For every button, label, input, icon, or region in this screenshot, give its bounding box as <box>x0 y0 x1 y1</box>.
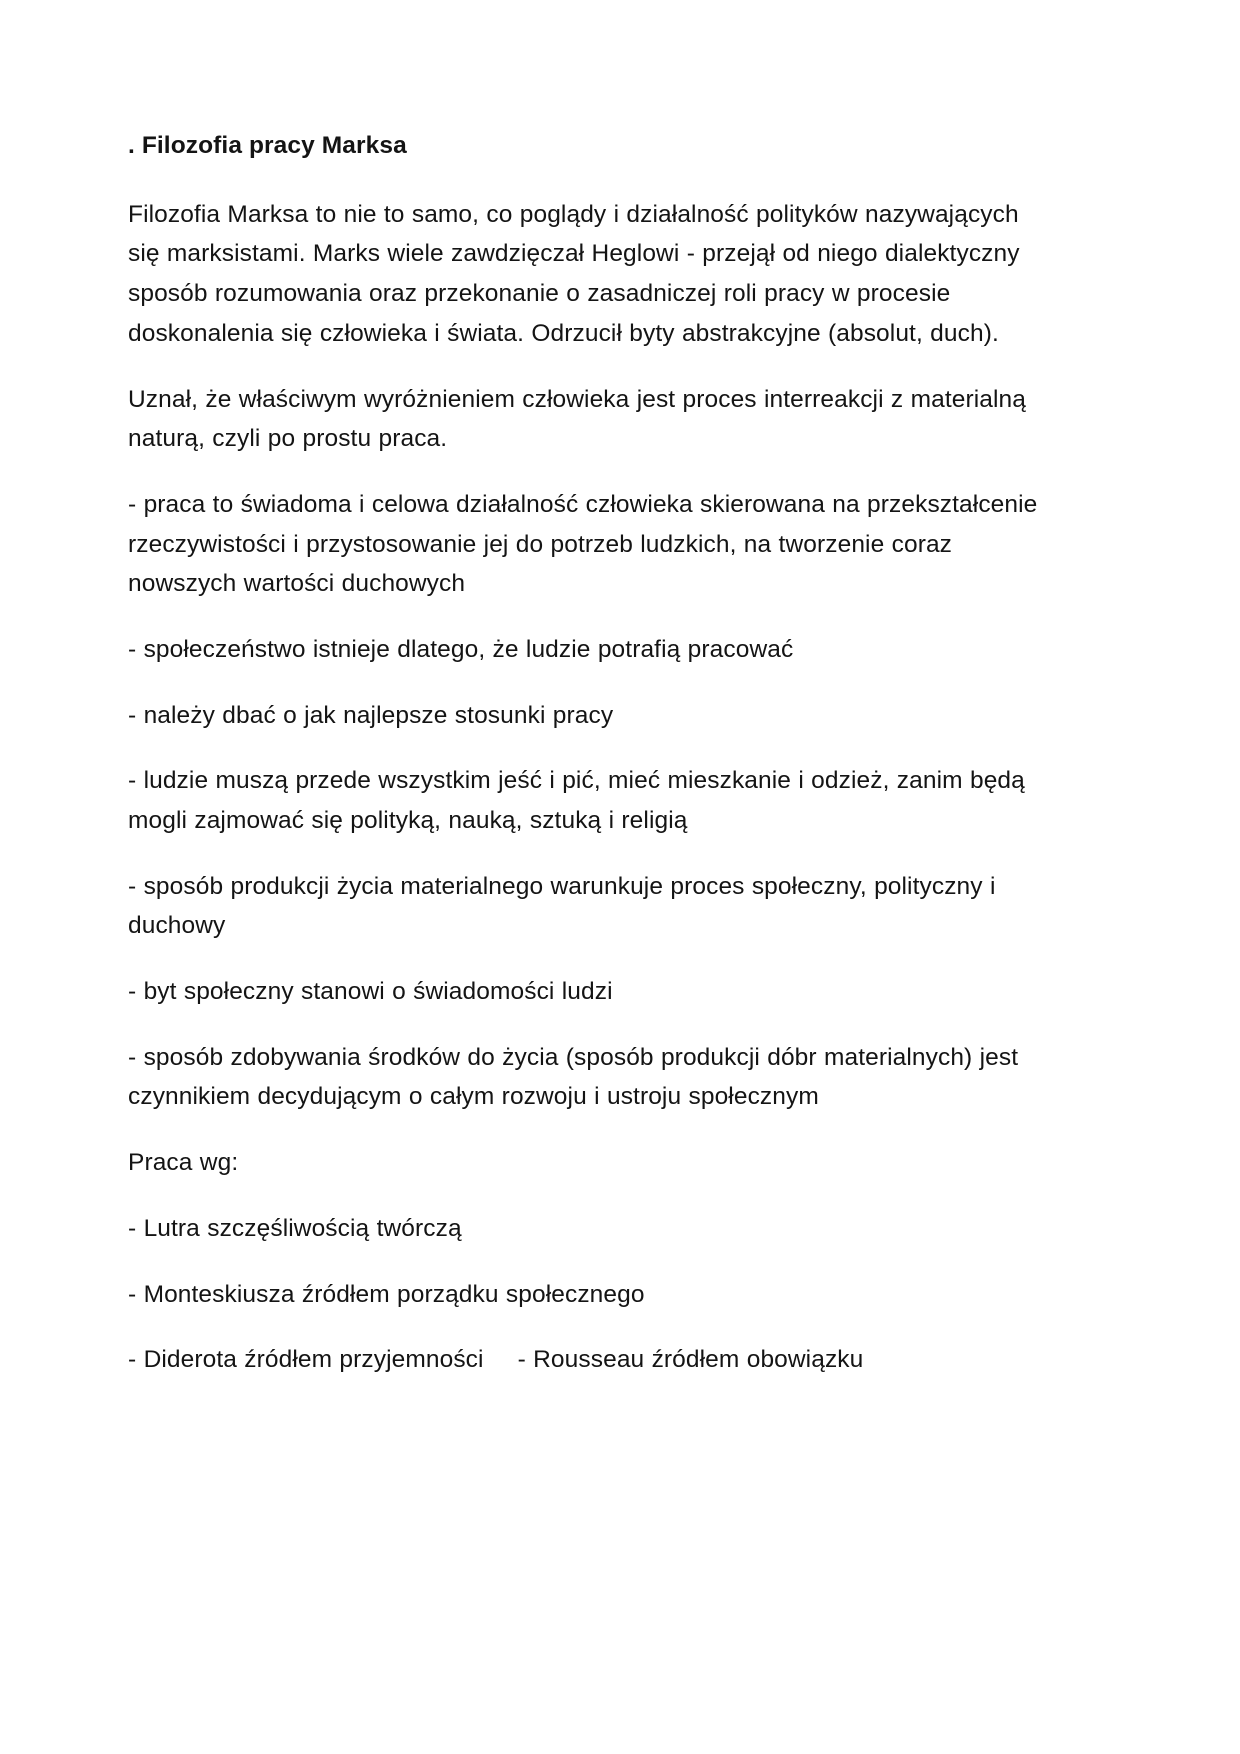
bullet-diderot-rousseau <box>128 1340 1048 1380</box>
document-body <box>128 128 1048 1380</box>
bullet-luter: - Lutra szczęśliwością twórczą <box>128 1214 462 1242</box>
bullet-srodki-do-zycia: - sposób zdobywania środków do życia (sposób produkcji dóbr materialnych) jest czynnikiem decydującym o całym rozwoju i ustroju społecznym <box>128 1043 1019 1111</box>
subheading-praca-wg: Praca wg: <box>128 1149 239 1177</box>
bullet-rousseau-text: - Rousseau źródłem obowiązku <box>517 1346 864 1374</box>
bullet-potrzeby-podstawowe: - ludzie muszą przede wszystkim jeść i pić, mieć mieszkanie i odzież, zanim będą mogli zajmować się polityką, nauką, sztuką i religią <box>128 767 1025 834</box>
bullet-diderot-text: - Diderota źródłem przyjemności <box>128 1346 484 1374</box>
paragraph-definition: Uznał, że właściwym wyróżnieniem człowieka jest proces interreakcji z materialną naturą, czyli po prostu praca. <box>128 385 1026 453</box>
bullet-spoleczenstwo: - społeczeństwo istnieje dlatego, że ludzie potrafią pracować <box>128 635 794 663</box>
bullet-stosunki-pracy: - należy dbać o jak najlepsze stosunki pracy <box>128 701 614 729</box>
bullet-monteskiusz: - Monteskiusza źródłem porządku społecznego <box>128 1280 645 1308</box>
paragraph-intro: Filozofia Marksa to nie to samo, co poglądy i działalność polityków nazywających się marksistami. Marks wiele zawdzięczał Heglowi - przejął od niego dialektyczny sposób rozumowania oraz przekonanie o zasadniczej roli pracy w procesie doskonalenia się człowieka i świata. Odrzucił byty abstrakcyjne (absolut, duch). <box>128 200 1020 347</box>
bullet-byt-spoleczny: - byt społeczny stanowi o świadomości ludzi <box>128 978 613 1006</box>
bullet-sposob-produkcji: - sposób produkcji życia materialnego warunkuje proces społeczny, polityczny i duchowy <box>128 872 996 940</box>
page-title: . Filozofia pracy Marksa <box>128 132 407 159</box>
bullet-praca-definicja: - praca to świadoma i celowa działalność człowieka skierowana na przekształcenie rzeczywistości i przystosowanie jej do potrzeb ludzkich, na tworzenie coraz nowszych wartości duchowych <box>128 490 1038 598</box>
